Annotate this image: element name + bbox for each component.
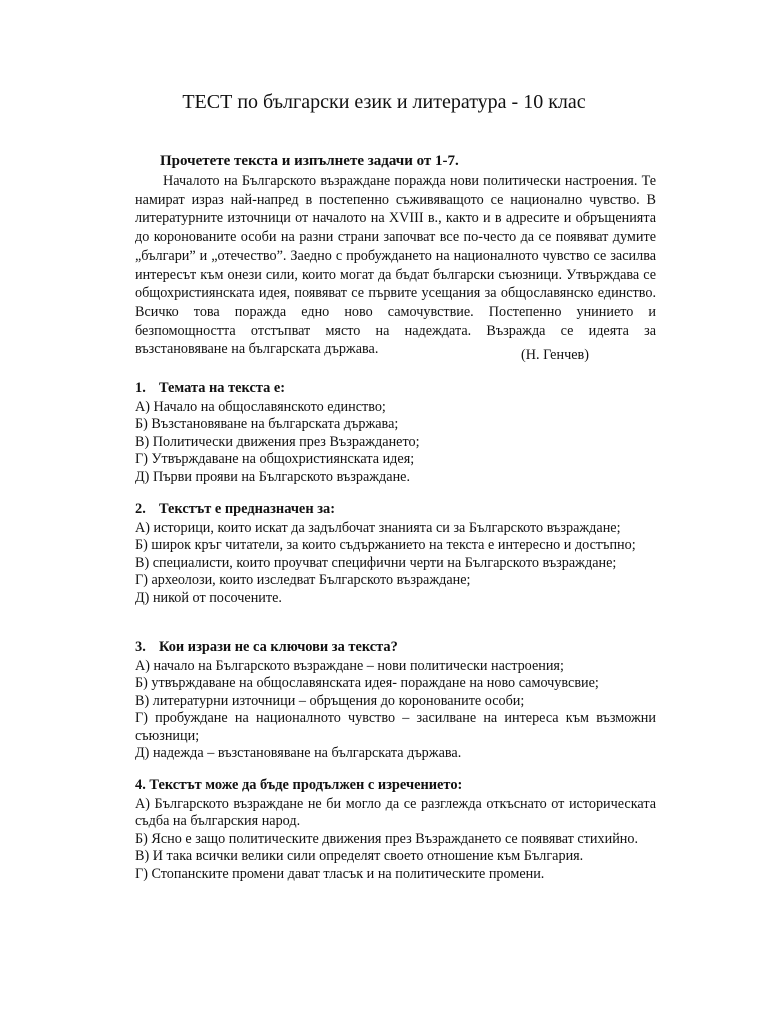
answer-option-c: В) И така всички велики сили определят своето отношение към България. [135, 848, 584, 865]
answer-option-e: Д) надежда – възстановяване на българската държава. [135, 745, 462, 762]
answer-option-b: Б) Възстановяване на българската държава; [135, 416, 399, 433]
question-text: Кои изрази не са ключови за текста? [159, 639, 398, 655]
answer-option-a: А) Начало на общославянското единство; [135, 399, 386, 415]
question-number: 4. [135, 777, 146, 793]
answer-option-d: Г) пробуждане на националното чувство – засилване на интереса към възможни съюзници; [135, 710, 656, 744]
answer-option-b: Б) утвърждаване на общославянската идея- пораждане на ново самочувсвие; [135, 675, 599, 692]
question-heading [135, 500, 656, 518]
answer-option-a: А) Българското възраждане не би могло да се разглежда откъснато от историческата съдба на българския народ. [135, 796, 656, 830]
answer-option-b: Б) широк кръг читатели, за които съдържанието на текста е интересно и достъпно; [135, 537, 636, 554]
question-number: 2. [135, 501, 146, 517]
answer-option-e: Д) никой от посочените. [135, 589, 282, 606]
question-heading [135, 379, 656, 397]
question-1 [135, 379, 656, 486]
answer-option-a: А) начало на Българското възраждане – нови политически настроения; [135, 658, 564, 674]
answer-option-a: А) историци, които искат да задълбочат знанията си за Българското възраждане; [135, 520, 621, 536]
answer-option-b: Б) Ясно е защо политическите движения през Възраждането се появяват стихийно. [135, 830, 639, 847]
question-text: Текстът е предназначен за: [159, 501, 335, 517]
question-number: 1. [135, 380, 146, 396]
passage-author: (Н. Генчев) [521, 347, 589, 363]
answer-option-d: Г) Стопанските промени дават тласък и на политическите промени. [135, 865, 545, 882]
answer-option-c: В) специалисти, които проучват специфични черти на Българското възраждане; [135, 554, 617, 571]
answer-option-e: Д) Първи прояви на Българското възраждане. [135, 468, 411, 485]
answer-option-d: Г) археолози, които изследват Българското възраждане; [135, 572, 471, 589]
page-title: ТЕСТ по български език и литература - 10 клас [182, 91, 586, 113]
question-4 [135, 776, 656, 883]
question-text: Текстът може да бъде продължен с изречението: [149, 777, 463, 793]
question-number: 3. [135, 639, 146, 655]
task-instruction: Прочетете текста и изпълнете задачи от 1-7. [160, 153, 459, 169]
question-2 [135, 500, 656, 607]
answer-option-c: В) литературни източници – обръщения до коронованите особи; [135, 692, 525, 709]
reading-passage: Началото на Българското възраждане поражда нови политически настроения. Те намират израз най-напред в постепенно съживяващото се национално чувство. В литературните източници от началото на XVIII в., както и в адресите и обръщенията до коронованите особи на разни страни започват все по-често да се появяват думите „българи” и „отечество”. Заедно с пробуждането на националното чувство се засилва интересът към онези сили, които могат да бъдат български съюзници. Утвърждава се общохристиянската идея, появяват се първите усещания за общославянско единство. Всичко това поражда едно ново самочувствие. Постепенно унинието и безпомощността отстъпват място на надеждата. Възражда се идеята за възстановяване на българската държава. [135, 173, 656, 358]
question-3 [135, 638, 656, 762]
answer-option-c: В) Политически движения през Възраждането; [135, 433, 420, 450]
question-text: Темата на текста е: [159, 380, 286, 396]
question-heading [135, 638, 656, 656]
question-heading [135, 776, 656, 794]
answer-option-d: Г) Утвърждаване на общохристиянската идея; [135, 451, 415, 468]
